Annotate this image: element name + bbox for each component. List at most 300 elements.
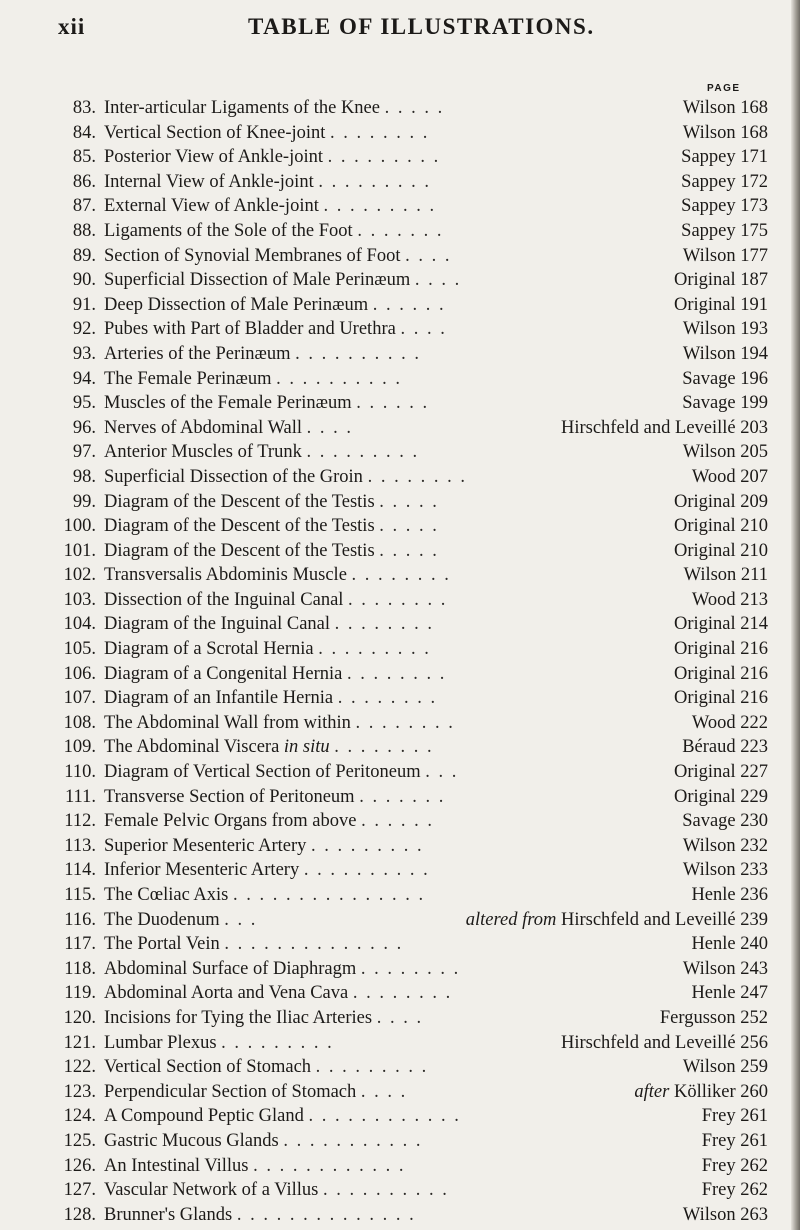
leader-dots: . . . . . . . <box>357 220 444 241</box>
list-item <box>56 1203 768 1228</box>
list-item <box>56 539 768 564</box>
leader-dots: . . . . . . . . <box>355 712 455 733</box>
source-name: Henle <box>691 934 736 955</box>
list-item <box>56 932 768 957</box>
page-header <box>0 14 790 54</box>
leader-dots: . . . . . . . . . . . . . . <box>224 934 404 955</box>
figure-number: 113. <box>64 835 96 856</box>
page-ref: 223 <box>740 737 768 758</box>
source-name: Frey <box>701 1155 736 1176</box>
figure-number: 127. <box>63 1180 96 1201</box>
source-and-page <box>660 1006 768 1031</box>
source-name: Wilson <box>682 98 736 118</box>
source-qualifier: after <box>634 1081 670 1102</box>
figure-title <box>104 514 439 539</box>
source-name: Frey <box>701 1130 736 1151</box>
source-name: Wilson <box>682 245 736 266</box>
source-and-page <box>692 711 768 736</box>
source-name: Hirschfeld and Leveillé <box>560 1032 736 1053</box>
figure-title <box>104 1178 449 1203</box>
figure-number: 110. <box>64 762 96 783</box>
source-and-page <box>683 834 768 859</box>
figure-title <box>104 293 446 318</box>
figure-title <box>104 760 458 785</box>
figure-number: 95. <box>72 393 96 414</box>
page-ref: 168 <box>740 98 768 118</box>
figure-number: 100. <box>63 516 96 537</box>
leader-dots: . . . . . . . . <box>352 983 453 1004</box>
leader-dots: . . . . . . . . <box>337 688 438 709</box>
figure-title-text: Diagram of the Descent of the Testis <box>104 540 375 561</box>
list-item <box>56 416 768 441</box>
list-item <box>56 834 768 859</box>
figure-number: 114. <box>64 860 96 881</box>
leader-dots: . . . . . . . . . <box>323 196 437 217</box>
source-and-page <box>691 932 768 957</box>
figure-number: 109. <box>63 737 96 758</box>
figure-title-text: Muscles of the Female Perinæum <box>104 393 352 414</box>
leader-dots: . . . . . . <box>356 393 430 414</box>
page-ref: 259 <box>740 1057 768 1078</box>
figure-number: 124. <box>63 1106 96 1127</box>
list-item <box>56 121 768 146</box>
list-item <box>56 440 768 465</box>
list-item <box>56 957 768 982</box>
page-ref: 262 <box>740 1180 768 1201</box>
figure-number: 119. <box>64 983 96 1004</box>
figure-number: 126. <box>63 1155 96 1176</box>
source-and-page <box>674 785 768 810</box>
figure-title-text: Arteries of the Perinæum <box>104 343 291 364</box>
leader-dots: . . . . . . . . . . <box>295 343 421 364</box>
leader-dots: . . . . <box>360 1081 408 1102</box>
figure-title <box>104 1104 461 1129</box>
source-and-page <box>674 760 768 785</box>
leader-dots: . . . . . . <box>372 294 446 315</box>
source-name: Original <box>673 491 736 512</box>
source-and-page <box>692 588 768 613</box>
page-ref: 210 <box>740 540 768 561</box>
leader-dots: . . . . . . . . . <box>315 1057 429 1078</box>
page-ref: 175 <box>740 220 768 241</box>
leader-dots: . . . . . . . . . . <box>322 1180 449 1201</box>
page-ref: 193 <box>740 319 768 340</box>
page-ref: 261 <box>740 1130 768 1151</box>
source-name: Savage <box>682 368 736 389</box>
figure-number: 123. <box>63 1081 96 1102</box>
figure-number: 87. <box>72 196 96 217</box>
leader-dots: . . . . . . . . . <box>221 1032 334 1053</box>
list-item <box>56 342 768 367</box>
figure-title <box>104 1055 428 1080</box>
leader-dots: . . . . . <box>379 516 439 537</box>
page-ref: 177 <box>740 245 768 266</box>
source-name: Sappey <box>681 171 736 192</box>
source-and-page <box>683 96 768 121</box>
page-ref: 247 <box>740 983 768 1004</box>
page-ref: 173 <box>740 196 768 217</box>
list-item <box>56 293 768 318</box>
figure-number: 90. <box>72 270 96 291</box>
source-and-page <box>674 662 768 687</box>
figure-number: 93. <box>72 343 96 364</box>
source-name: Wilson <box>683 565 737 586</box>
figure-title <box>104 834 424 859</box>
source-and-page <box>674 539 768 564</box>
source-and-page <box>682 367 768 392</box>
source-name: Wilson <box>682 122 736 143</box>
figure-title <box>104 932 403 957</box>
source-name: Béraud <box>682 737 736 758</box>
source-and-page <box>561 1031 768 1056</box>
figure-number: 111. <box>64 786 96 807</box>
list-item <box>56 1154 768 1179</box>
leader-dots: . . . . . . <box>361 811 434 832</box>
list-item <box>56 194 768 219</box>
source-name: Savage <box>682 393 736 414</box>
leader-dots: . . . . <box>400 319 447 340</box>
leader-dots: . . . . . . . . . . . . <box>253 1155 406 1176</box>
figure-number: 83. <box>72 98 96 118</box>
page-ref: 232 <box>740 835 768 856</box>
page-ref: 240 <box>740 934 768 955</box>
figure-title-text: Ligaments of the Sole of the Foot <box>104 220 353 241</box>
source-and-page <box>683 342 768 367</box>
leader-dots: . . . . . . . . <box>334 737 434 758</box>
figure-number: 120. <box>63 1007 96 1028</box>
page-ref: 230 <box>740 811 768 832</box>
figure-number: 101. <box>63 540 96 561</box>
figure-number: 85. <box>72 147 96 168</box>
figure-title <box>104 662 446 687</box>
source-and-page <box>674 268 768 293</box>
source-name: Original <box>673 516 736 537</box>
figure-title <box>104 957 460 982</box>
source-name: Original <box>673 688 736 709</box>
figure-title-text: Superficial Dissection of the Groin <box>104 466 363 487</box>
source-and-page <box>674 490 768 515</box>
figure-title <box>104 858 430 883</box>
list-item <box>56 711 768 736</box>
source-name: Wilson <box>682 835 736 856</box>
figure-title <box>104 391 429 416</box>
illustration-list <box>56 96 768 1227</box>
list-item <box>56 145 768 170</box>
figure-number: 103. <box>63 589 96 610</box>
source-name: Wilson <box>682 860 736 881</box>
figure-title-text: Inferior Mesenteric Artery <box>104 860 300 881</box>
source-and-page <box>674 612 768 637</box>
figure-title-text: Diagram of an Infantile Hernia <box>104 688 334 709</box>
page-ref: 262 <box>740 1155 768 1176</box>
figure-title-text: The Cœliac Axis <box>104 885 229 905</box>
figure-title-text: Superficial Dissection of Male Perinæum <box>104 270 411 291</box>
source-name: Hirschfeld and Leveillé <box>560 417 736 438</box>
page-number: xii <box>58 14 86 39</box>
figure-title <box>104 145 440 170</box>
leader-dots: . . . . . . . . <box>346 663 447 684</box>
source-name: Hirschfeld and Leveillé <box>560 909 736 930</box>
figure-number: 96. <box>72 417 96 438</box>
figure-number: 88. <box>72 220 96 241</box>
figure-number: 89. <box>72 245 96 266</box>
list-item <box>56 219 768 244</box>
page-ref: 239 <box>740 909 768 930</box>
figure-number: 94. <box>72 368 96 389</box>
source-and-page <box>702 1178 768 1203</box>
figure-title <box>104 440 419 465</box>
figure-number: 91. <box>72 294 96 315</box>
source-and-page <box>674 637 768 662</box>
source-name: Wilson <box>682 343 736 364</box>
source-name: Frey <box>701 1106 736 1127</box>
page-ref: 187 <box>740 270 768 291</box>
leader-dots: . . . . . . . . . . . <box>283 1130 423 1151</box>
source-name: Sappey <box>681 220 736 241</box>
figure-number: 99. <box>72 491 96 512</box>
figure-title-text: Transversalis Abdominis Muscle <box>104 565 347 586</box>
list-item <box>56 514 768 539</box>
source-and-page <box>674 686 768 711</box>
list-item <box>56 883 768 908</box>
leader-dots: . . . . . . . . . <box>318 639 431 660</box>
figure-title-text: The Portal Vein <box>104 934 220 955</box>
source-and-page <box>702 1154 768 1179</box>
page-ref: 256 <box>740 1032 768 1053</box>
source-and-page <box>683 317 768 342</box>
source-name: Original <box>673 786 736 807</box>
figure-title <box>104 1031 334 1056</box>
figure-number: 118. <box>64 958 96 979</box>
leader-dots: . . . . . . . . <box>334 614 435 635</box>
figure-title-text: Brunner's Glands <box>104 1204 233 1225</box>
list-item <box>56 490 768 515</box>
source-name: Henle <box>691 983 736 1004</box>
source-and-page <box>702 1104 768 1129</box>
page-ref: 261 <box>740 1106 768 1127</box>
running-title: TABLE OF ILLUSTRATIONS. <box>248 14 595 39</box>
figure-number: 107. <box>63 688 96 709</box>
figure-title <box>104 735 434 760</box>
leader-dots: . . . . . . . . <box>348 589 448 610</box>
figure-title-text: Dissection of the Inguinal Canal <box>104 589 344 610</box>
figure-title-text: Diagram of a Congenital Hernia <box>104 663 343 684</box>
figure-title-italic: in situ <box>283 737 330 758</box>
source-name: Original <box>673 614 736 635</box>
source-and-page <box>684 563 768 588</box>
list-item <box>56 686 768 711</box>
list-item <box>56 760 768 785</box>
figure-title-text: The Female Perinæum <box>104 368 272 389</box>
list-item <box>56 735 768 760</box>
figure-number: 97. <box>72 442 96 463</box>
source-and-page <box>466 908 768 933</box>
figure-title <box>104 883 425 908</box>
page-ref: 233 <box>740 860 768 881</box>
page-edge <box>791 0 800 1230</box>
leader-dots: . . . <box>224 909 258 930</box>
source-name: Wood <box>691 466 736 487</box>
leader-dots: . . . . . . . . . . <box>276 368 402 389</box>
figure-title <box>104 588 447 613</box>
source-name: Original <box>673 294 736 315</box>
figure-number: 105. <box>63 639 96 660</box>
source-and-page <box>634 1080 768 1105</box>
figure-title-text: Diagram of the Descent of the Testis <box>104 516 375 537</box>
figure-title-text: An Intestinal Villus <box>104 1155 249 1176</box>
figure-title <box>104 809 434 834</box>
figure-number: 117. <box>64 934 96 955</box>
figure-title <box>104 121 429 146</box>
leader-dots: . . . . . . . . . . <box>303 860 430 881</box>
figure-title <box>104 465 467 490</box>
leader-dots: . . . . . . . . . . . . <box>308 1106 461 1127</box>
source-and-page <box>691 981 768 1006</box>
page-ref: 209 <box>740 491 768 512</box>
source-name: Original <box>673 762 736 783</box>
figure-title-text: Perpendicular Section of Stomach <box>104 1081 357 1102</box>
figure-title-text: Deep Dissection of Male Perinæum <box>104 294 369 315</box>
figure-title-text: Vascular Network of a Villus <box>104 1180 319 1201</box>
source-name: Sappey <box>681 147 736 168</box>
figure-title <box>104 317 447 342</box>
source-name: Henle <box>691 885 736 905</box>
page-ref: 172 <box>740 171 768 192</box>
figure-title-text: Anterior Muscles of Trunk <box>104 442 302 463</box>
figure-title-text: Diagram of a Scrotal Hernia <box>104 639 314 660</box>
figure-title-text: Abdominal Aorta and Vena Cava <box>104 983 349 1004</box>
figure-number: 121. <box>63 1032 96 1053</box>
source-and-page <box>683 244 768 269</box>
figure-title-text: Vertical Section of Stomach <box>104 1057 312 1078</box>
figure-title <box>104 342 421 367</box>
figure-title-text: Lumbar Plexus <box>104 1032 217 1053</box>
leader-dots: . . . <box>425 762 459 783</box>
leader-dots: . . . . <box>414 270 462 291</box>
source-name: Wood <box>691 712 736 733</box>
source-name: Wilson <box>682 1204 736 1225</box>
source-name: Frey <box>701 1180 736 1201</box>
list-item <box>56 612 768 637</box>
source-name: Original <box>673 540 736 561</box>
page-ref: 222 <box>740 712 768 733</box>
source-name: Original <box>673 663 736 684</box>
figure-title-text: Superior Mesenteric Artery <box>104 835 307 856</box>
leader-dots: . . . . . . . <box>359 786 446 807</box>
figure-title <box>104 1080 407 1105</box>
figure-number: 86. <box>72 171 96 192</box>
source-and-page <box>682 391 768 416</box>
figure-title <box>104 563 451 588</box>
source-and-page <box>683 858 768 883</box>
figure-title <box>104 539 439 564</box>
leader-dots: . . . . . . . . . . . . . . <box>236 1204 416 1225</box>
source-name: Kölliker <box>673 1081 736 1102</box>
page-ref: 168 <box>740 122 768 143</box>
figure-title-text: Internal View of Ankle-joint <box>104 171 314 192</box>
page-ref: 236 <box>740 885 768 905</box>
leader-dots: . . . . . . . . . <box>318 171 431 192</box>
page-ref: 213 <box>740 589 768 610</box>
source-and-page <box>682 735 768 760</box>
list-item <box>56 170 768 195</box>
list-item <box>56 908 768 933</box>
source-and-page <box>683 957 768 982</box>
list-item <box>56 1080 768 1105</box>
source-and-page <box>682 809 768 834</box>
list-item <box>56 1031 768 1056</box>
figure-title-text: Pubes with Part of Bladder and Urethra <box>104 319 396 340</box>
list-item <box>56 809 768 834</box>
source-name: Sappey <box>681 196 736 217</box>
list-item <box>56 1006 768 1031</box>
list-item <box>56 391 768 416</box>
page-ref: 214 <box>740 614 768 635</box>
list-item <box>56 1104 768 1129</box>
figure-number: 122. <box>63 1057 96 1078</box>
source-qualifier: altered from <box>465 909 557 930</box>
list-item <box>56 367 768 392</box>
figure-title-text: Diagram of the Inguinal Canal <box>104 614 331 635</box>
source-and-page <box>683 121 768 146</box>
figure-title <box>104 170 431 195</box>
figure-number: 98. <box>72 466 96 487</box>
leader-dots: . . . . . <box>384 98 445 118</box>
page-ref: 191 <box>740 294 768 315</box>
figure-title <box>104 1129 422 1154</box>
source-and-page <box>674 293 768 318</box>
figure-number: 112. <box>64 811 96 832</box>
figure-title <box>104 1006 423 1031</box>
figure-title <box>104 711 455 736</box>
figure-title-text: The Abdominal Wall from within <box>104 712 351 733</box>
list-item <box>56 662 768 687</box>
list-item <box>56 588 768 613</box>
list-item <box>56 981 768 1006</box>
figure-title-text: A Compound Peptic Gland <box>104 1106 304 1127</box>
figure-number: 115. <box>64 885 96 905</box>
page-ref: 199 <box>740 393 768 414</box>
list-item <box>56 1178 768 1203</box>
figure-title-text: Diagram of the Descent of the Testis <box>104 491 375 512</box>
list-item <box>56 96 768 121</box>
figure-number: 102. <box>63 565 96 586</box>
leader-dots: . . . . . . . . <box>330 122 430 143</box>
page-ref: 243 <box>740 958 768 979</box>
leader-dots: . . . . . . . . <box>367 466 467 487</box>
page-ref: 252 <box>740 1007 768 1028</box>
source-name: Original <box>673 639 736 660</box>
figure-title <box>104 686 437 711</box>
figure-title-text: Posterior View of Ankle-joint <box>104 147 323 168</box>
figure-title <box>104 981 452 1006</box>
figure-number: 108. <box>63 712 96 733</box>
page-ref: 263 <box>740 1204 768 1225</box>
source-name: Fergusson <box>659 1007 736 1028</box>
figure-number: 116. <box>64 909 96 930</box>
figure-title-text: Female Pelvic Organs from above <box>104 811 357 832</box>
page-ref: 203 <box>740 417 768 438</box>
source-and-page <box>674 514 768 539</box>
list-item <box>56 637 768 662</box>
figure-number: 92. <box>72 319 96 340</box>
page-ref: 260 <box>740 1081 768 1102</box>
figure-title <box>104 612 434 637</box>
page-ref: 216 <box>740 639 768 660</box>
list-item <box>56 268 768 293</box>
leader-dots: . . . . . <box>379 491 439 512</box>
source-and-page <box>683 1055 768 1080</box>
